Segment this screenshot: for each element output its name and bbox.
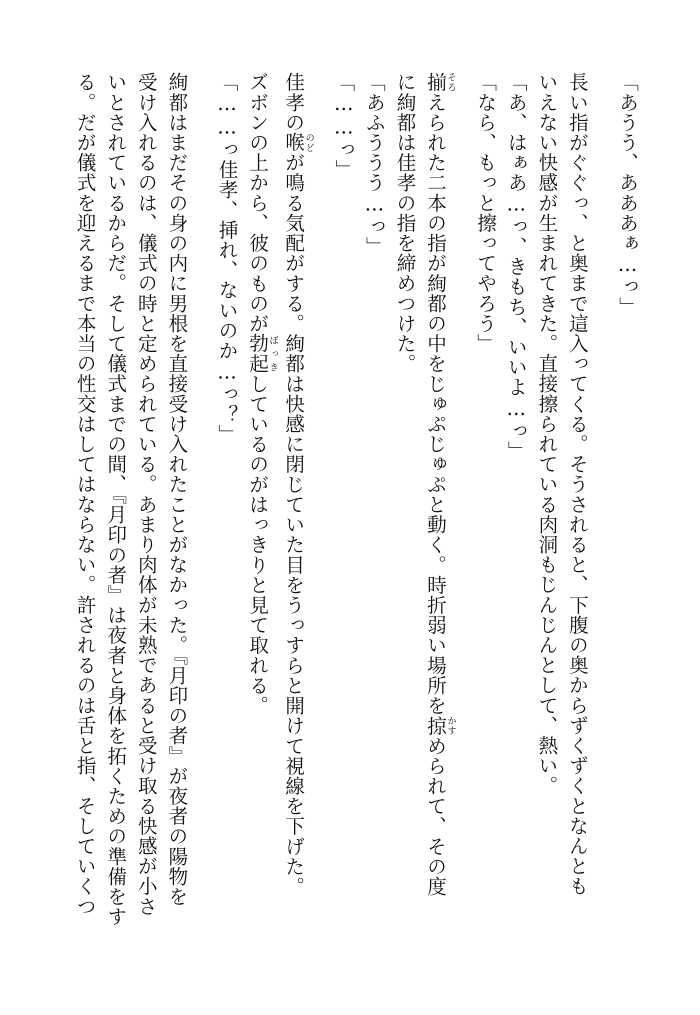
text-line-16: る。だが儀式を迎えるまで本当の性交はしてはならない。許されるのは舌と指、そしていくつ bbox=[73, 72, 97, 917]
furigana-annotation: 喉のど bbox=[282, 132, 314, 153]
text-line-1: 「あうう、あああぁ…っ」 bbox=[616, 72, 639, 317]
text-line-8: 「あふううう…っ」 bbox=[362, 72, 386, 257]
text-line-11: ズボンの上から、彼のものが勃起ぼっきしているのがはっきりと見て取れる。 bbox=[246, 72, 278, 716]
text-line-15: いとされているからだ。そして儀式までの間、『月印の者』は夜者と身体を拓くための準備をす bbox=[104, 72, 128, 927]
text-line-10: 佳孝の喉のどが鳴る気配がする。絢都は快感に閉じていた目をうっすらと開けて視線を下げた。 bbox=[282, 72, 314, 897]
furigana-annotation: 勃起ぼっき bbox=[246, 333, 278, 374]
furigana-annotation: 掠かす bbox=[424, 715, 456, 736]
text-line-14: 受け入れるのは、儀式の時と定められている。あまり肉体が未熟であると受け取る快感が小さ bbox=[134, 72, 158, 917]
furigana-annotation: 揃そろ bbox=[424, 72, 456, 93]
text-line-7: に絢都は佳孝の指を締めつけた。 bbox=[393, 72, 417, 374]
text-line-4: 「あ、はぁあ…っ、きもち、いいよ…っ」 bbox=[504, 72, 528, 461]
text-line-12: 「……っ佳孝、挿れ、ないのか…っ？」 bbox=[215, 72, 239, 445]
vertical-text-body bbox=[69, 72, 642, 952]
text-line-5: 「なら、もっと擦ってやろう」 bbox=[474, 72, 498, 354]
text-line-6: 揃そろえられた二本の指が絢都の中をじゅぷじゅぷと動く。時折弱い場所を掠かすめられて、その度 bbox=[424, 72, 456, 897]
text-line-13: 絢都はまだその身の内に男根を直接受け入れたことがなかった。『月印の者』が夜者の陽物を bbox=[165, 72, 189, 907]
text-line-9: 「……っ」 bbox=[332, 72, 356, 180]
text-line-2: 長い指がぐぐっ、と奥まで這入ってくる。そうされると、下腹の奥からずくずくとなんとも bbox=[565, 72, 589, 897]
text-line-3: いえない快感が生まれてきた。直接擦られている肉洞もじんじんとして、熱い。 bbox=[535, 72, 559, 796]
